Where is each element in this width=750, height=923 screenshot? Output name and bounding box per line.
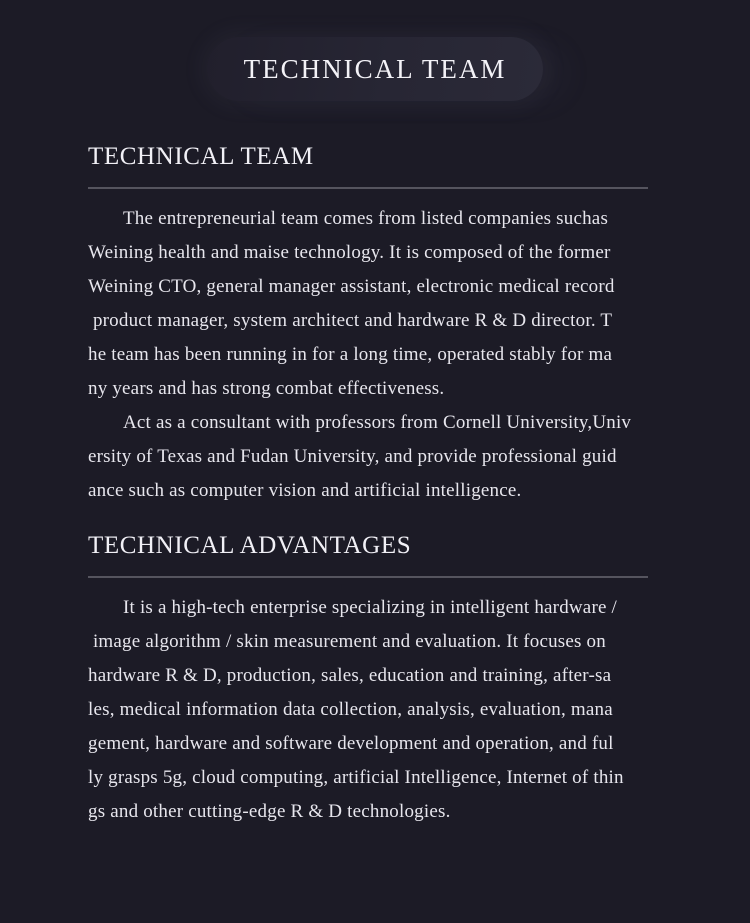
text-line: gement, hardware and software development and operation, and ful — [88, 733, 614, 754]
text-line: product manager, system architect and hardware R & D director. T — [88, 310, 613, 331]
text-line: ny years and has strong combat effectiveness. — [88, 378, 445, 399]
section-body-technical-team — [88, 202, 660, 508]
title-banner — [207, 37, 543, 101]
text-line: ly grasps 5g, cloud computing, artificial Intelligence, Internet of thin — [88, 767, 624, 788]
text-line: Act as a consultant with professors from Cornell University,Univ — [123, 412, 632, 433]
text-line: Weining health and maise technology. It is composed of the former — [88, 242, 611, 263]
text-line: image algorithm / skin measurement and evaluation. It focuses on — [88, 631, 606, 652]
page — [0, 37, 750, 923]
text-line: The entrepreneurial team comes from listed companies suchas — [123, 208, 609, 229]
content-column — [0, 142, 750, 829]
text-line: ersity of Texas and Fudan University, and provide professional guid — [88, 446, 617, 467]
text-line: It is a high-tech enterprise specializing in intelligent hardware / — [123, 597, 618, 618]
text-line: les, medical information data collection, analysis, evaluation, mana — [88, 699, 613, 720]
section-divider — [88, 576, 648, 578]
section-divider — [88, 187, 648, 189]
banner-title: TECHNICAL TEAM — [243, 53, 507, 84]
section-technical-team — [88, 142, 660, 508]
text-line: gs and other cutting-edge R & D technologies. — [88, 801, 451, 822]
section-technical-advantages — [88, 531, 660, 829]
text-line: hardware R & D, production, sales, education and training, after-sa — [88, 665, 612, 686]
text-line: Weining CTO, general manager assistant, electronic medical record — [88, 276, 615, 297]
section-heading-technical-team: TECHNICAL TEAM — [88, 143, 314, 170]
section-heading-technical-advantages: TECHNICAL ADVANTAGES — [88, 532, 412, 559]
text-line: ance such as computer vision and artificial intelligence. — [88, 480, 522, 501]
text-line: he team has been running in for a long time, operated stably for ma — [88, 344, 613, 365]
section-body-technical-advantages — [88, 591, 660, 829]
